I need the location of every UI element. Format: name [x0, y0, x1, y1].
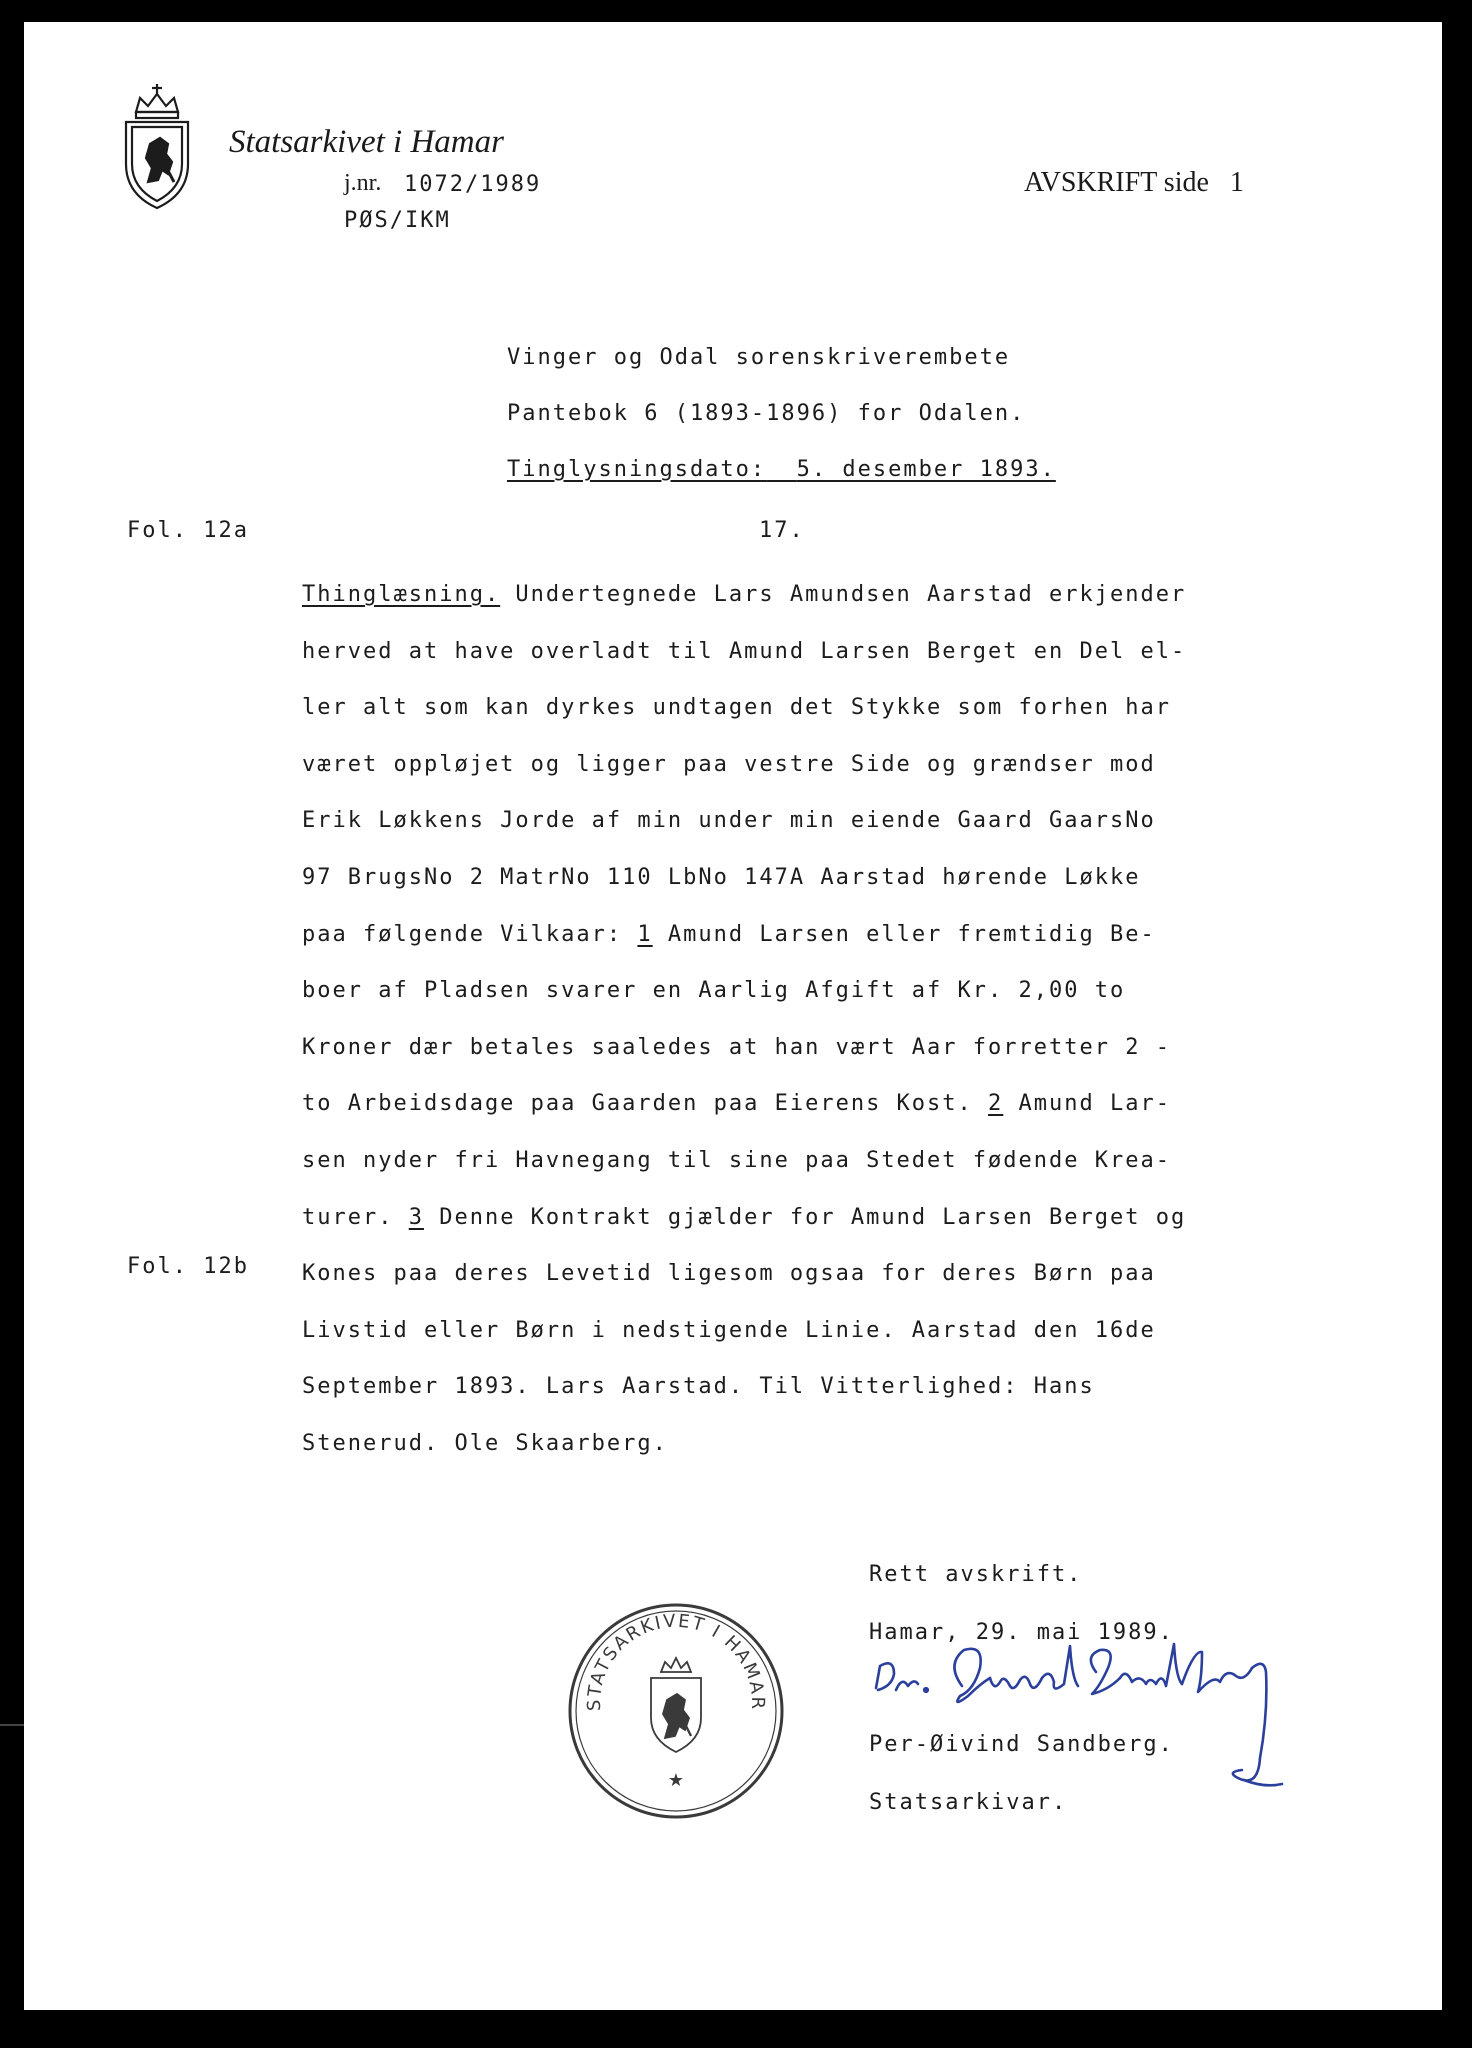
signatory-title: Statsarkivar.	[869, 1790, 1068, 1815]
journal-number: 1072/1989	[404, 172, 542, 197]
condition-number-1: 1	[637, 921, 653, 947]
body-line	[302, 1076, 1322, 1133]
signatory-name: Per-Øivind Sandberg.	[869, 1732, 1174, 1757]
margin-tick-mark	[0, 1724, 24, 1726]
avskrift-label: AVSKRIFT side	[1024, 167, 1209, 198]
body-text: Amund Lar-	[1003, 1091, 1171, 1117]
mortgage-book: Pantebok 6 (1893-1896) for Odalen.	[507, 401, 1026, 426]
registration-date-value: 5. desember 1893.	[796, 457, 1056, 482]
seal-text: STATSARKIVET I HAMAR	[583, 1610, 769, 1712]
entry-number: 17.	[759, 518, 805, 543]
document-page	[24, 22, 1442, 2010]
body-text: turer.	[302, 1204, 409, 1230]
body-line: været oppløjet og ligger paa vestre Side og grændser mod	[302, 751, 1156, 777]
body-line: September 1893. Lars Aarstad. Til Vitterlighed: Hans	[302, 1374, 1095, 1400]
folio-marker-a: Fol. 12a	[127, 518, 249, 543]
institution-name: Statsarkivet i Hamar	[229, 124, 504, 160]
body-line	[302, 907, 1322, 964]
body-line: Livstid eller Børn i nedstigende Linie. Aarstad den 16de	[302, 1317, 1156, 1343]
body-line: Kones paa deres Levetid ligesom ogsaa for deres Børn paa	[302, 1261, 1156, 1287]
body-line: Erik Løkkens Jorde af min under min eiende Gaard GaarsNo	[302, 808, 1156, 834]
folio-marker-b: Fol. 12b	[127, 1254, 249, 1279]
case-initials: PØS/IKM	[344, 208, 451, 233]
lion-icon	[651, 1658, 701, 1752]
coat-of-arms-icon	[122, 82, 192, 212]
handwritten-signature	[864, 1638, 1304, 1808]
body-line: Kroner dær betales saaledes at han vært Aar forretter 2 -	[302, 1034, 1171, 1060]
body-line: Stenerud. Ole Skaarberg.	[302, 1430, 668, 1456]
body-text: Undertegnede Lars Amundsen Aarstad erkjender	[500, 582, 1187, 607]
body-text: to Arbeidsdage paa Gaarden paa Eierens Kost.	[302, 1091, 989, 1117]
transcript-body	[302, 567, 1322, 1473]
body-line: herved at have overladt til Amund Larsen Berget en Del el-	[302, 638, 1187, 664]
place-and-date: Hamar, 29. mai 1989.	[869, 1620, 1174, 1645]
certification-text: Rett avskrift.	[869, 1562, 1083, 1587]
body-text: Amund Larsen eller fremtidig Be-	[652, 921, 1156, 947]
body-lead: Thinglæsning.	[302, 582, 501, 607]
condition-number-3: 3	[408, 1204, 424, 1230]
condition-number-2: 2	[988, 1091, 1004, 1117]
body-line: ler alt som kan dyrkes undtagen det Stykke som forhen har	[302, 695, 1171, 721]
body-text: Denne Kontrakt gjælder for Amund Larsen Berget og	[423, 1204, 1187, 1230]
journal-number-label: j.nr.	[344, 170, 382, 196]
transcript-page-label	[1024, 167, 1244, 199]
body-line: 97 BrugsNo 2 MatrNo 110 LbNo 147A Aarstad hørende Løkke	[302, 864, 1141, 890]
archive-seal-stamp	[565, 1600, 787, 1822]
body-line	[302, 1190, 1322, 1247]
body-line	[302, 567, 1322, 624]
court-office: Vinger og Odal sorenskriverembete	[507, 345, 1011, 370]
body-line: boer af Pladsen svarer en Aarlig Afgift af Kr. 2,00 to	[302, 978, 1126, 1004]
page-number: 1	[1229, 167, 1244, 198]
seal-star-icon: ★	[667, 1770, 685, 1791]
body-line: sen nyder fri Havnegang til sine paa Stedet fødende Krea-	[302, 1147, 1171, 1173]
registration-date	[507, 457, 1056, 482]
body-text: paa følgende Vilkaar:	[302, 921, 638, 947]
registration-date-label: Tinglysningsdato:	[507, 457, 767, 482]
